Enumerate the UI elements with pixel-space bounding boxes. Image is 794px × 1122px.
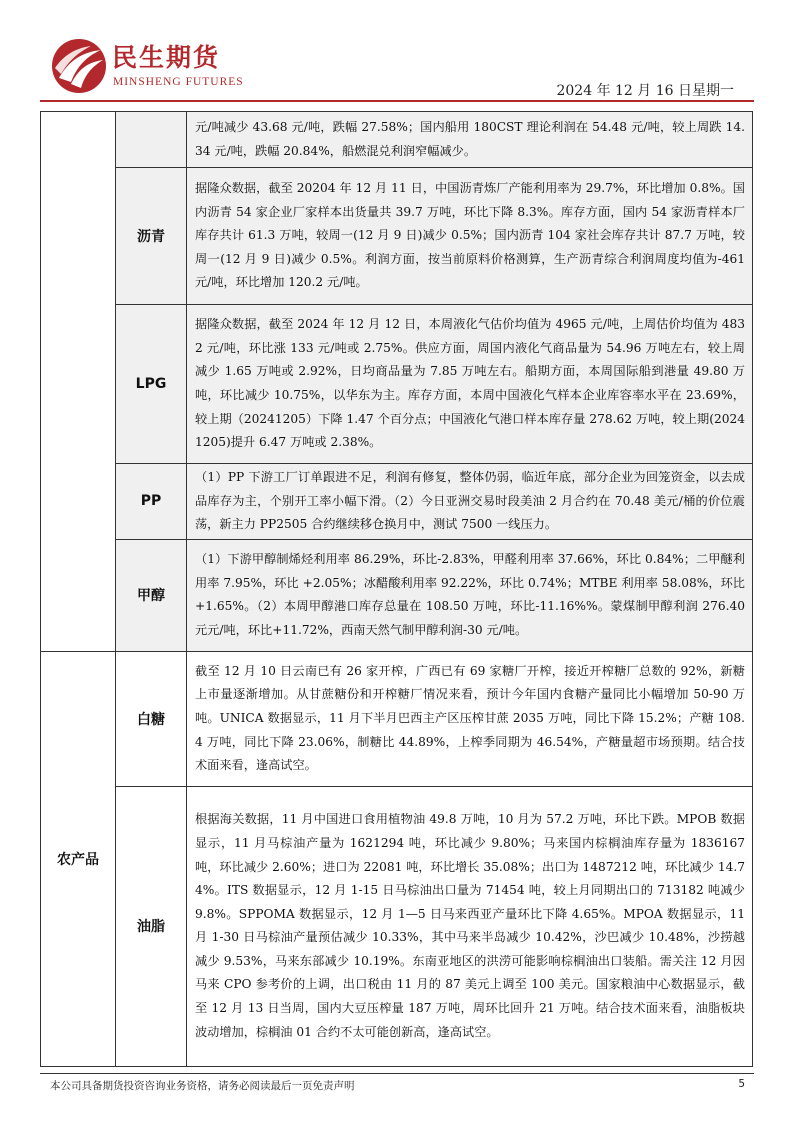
table-row — [41, 464, 753, 540]
report-date: 2024 年 12 月 16 日星期一 — [556, 83, 734, 99]
commodity-table — [40, 111, 753, 1067]
item-commentary: （1）下游甲醇制烯烃利用率 86.29%，环比-2.83%，甲醛利用率 37.66%，环比 0.84%；二甲醚利用率 7.95%，环比 +2.05%；冰醋酸利用率 92.22%，环比 0.74%；MTBE 利用率 58.08%，环比+1.65%。（2）本周甲醇港口库存总量在 108.50 万吨，环比-11.16%%。蒙煤制甲醇利润 276.40 元元/吨，环比+11.72%，西南天然气制甲醇利润-30 元/吨。 — [187, 539, 753, 651]
item-name: LPG — [116, 305, 187, 464]
brand-name-cn: 民生期货 — [112, 43, 221, 72]
table-row — [41, 539, 753, 651]
item-name: 甲醇 — [116, 539, 187, 651]
item-commentary: 根据海关数据，11 月中国进口食用植物油 49.8 万吨，10 月为 57.2 万吨，环比下跌。MPOB 数据显示，11 月马棕油产量为 1621294 吨，环比减少 9.80%；马来国内棕榈油库存量为 1836167 吨，环比减少 2.60%；进口为 22081 吨，环比增长 35.08%；出口为 1487212 吨，环比减少 14.74%。ITS 数据显示，12 月 1-15 日马棕油出口量为 71454 吨，较上月同期出口的 713182 吨减少 9.8%。SPPOMA 数据显示，12 月 1—5 日马来西亚产量环比下降 4.65%。MPOA 数据显示，11 月 1-30 日马棕油产量预估减少 10.33%，其中马来半岛减少 10.42%，沙巴减少 10.48%，沙捞越减少 9.53%，马来东部减少 10.19%。东南亚地区的洪涝可能影响棕榈油出口装船。需关注 12 月因马来 CPO 参考价的上调，出口税由 11 月的 87 美元上调至 100 美元。国家粮油中心数据显示，截至 12 月 13 日当周，国内大豆压榨量 187 万吨，周环比回升 21 万吨。结合技术面来看，油脂板块波动增加，棕榈油 01 合约不太可能创新高，逢高试空。 — [187, 786, 753, 1066]
item-commentary: 据隆众数据，截至 20204 年 12 月 11 日，中国沥青炼厂产能利用率为 29.7%，环比增加 0.8%。国内沥青 54 家企业厂家样本出货量共 39.7 万吨，环比下降 8.3%。库存方面，国内 54 家沥青样本厂库存共计 61.3 万吨，较周一(12 月 9 日)减少 0.5%；国内沥青 104 家社会库存共计 87.7 万吨，较周一(12 月 9 日)减少 0.5%。利润方面，按当前原料价格测算，生产沥青综合利润周度均值为-461 元/吨，环比增加 120.2 元/吨。 — [187, 168, 753, 305]
footer-disclaimer: 本公司具备期货投资咨询业务资格，请务必阅读最后一页免责声明 — [50, 1080, 355, 1092]
item-commentary: 截至 12 月 10 日云南已有 26 家开榨，广西已有 69 家糖厂开榨，接近开榨糖厂总数的 92%，新糖上市量逐渐增加。从甘蔗糖份和开榨糖厂情况来看，预计今年国内食糖产量同比小幅增加 50-90 万吨。UNICA 数据显示，11 月下半月巴西主产区压榨甘蔗 2035 万吨，同比下降 15.2%；产糖 108.4 万吨，同比下降 23.06%，制糖比 44.89%，上榨季同期为 46.54%，产糖量超市场预期。结合技术面来看，逢高试空。 — [187, 651, 753, 786]
item-name: 油脂 — [116, 786, 187, 1066]
table-row — [41, 786, 753, 1066]
brand-name-en: MINSHENG FUTURES — [113, 76, 244, 88]
item-name: 沥青 — [116, 168, 187, 305]
category-cell-agri: 农产品 — [41, 651, 116, 1066]
item-commentary: （1）PP 下游工厂订单跟进不足，利润有修复，整体仍弱，临近年底，部分企业为回笼资金，以去成品库存为主，个别开工率小幅下滑。（2）今日亚洲交易时段美油 2 月合约在 70.48 美元/桶的价位震荡，新主力 PP2505 合约继续移仓换月中，测试 7500 一线压力。 — [187, 464, 753, 540]
table-row — [41, 112, 753, 168]
minsheng-logo-icon — [51, 38, 107, 94]
item-name: PP — [116, 464, 187, 540]
table-row — [41, 651, 753, 786]
page-number: 5 — [738, 1078, 745, 1090]
category-cell-energy — [41, 112, 116, 652]
table-row — [41, 168, 753, 305]
table-row — [41, 305, 753, 464]
footer-divider — [40, 1073, 754, 1074]
item-name — [116, 112, 187, 168]
item-name: 白糖 — [116, 651, 187, 786]
page-header — [0, 0, 794, 106]
item-commentary: 据隆众数据，截至 2024 年 12 月 12 日，本周液化气估价均值为 4965 元/吨，上周估价均值为 4832 元/吨，环比涨 133 元/吨或 2.75%。供应方面，周国内液化气商品量为 54.96 万吨左右，较上周减少 1.65 万吨或 2.92%，日均商品量为 7.85 万吨左右。船期方面，本周国际船到港量 49.80 万吨，环比减少 10.75%，以华东为主。库存方面，本周中国液化气样本企业库容率水平在 23.69%，较上期（20241205）下降 1.47 个百分点；中国液化气港口样本库存量 278.62 万吨，较上期(20241205)提升 6.47 万吨或 2.38%。 — [187, 305, 753, 464]
header-divider — [40, 100, 754, 102]
item-commentary: 元/吨减少 43.68 元/吨，跌幅 27.58%；国内船用 180CST 理论利润在 54.48 元/吨，较上周跌 14.34 元/吨，跌幅 20.84%，船燃混兑利润窄幅减少。 — [187, 112, 753, 168]
